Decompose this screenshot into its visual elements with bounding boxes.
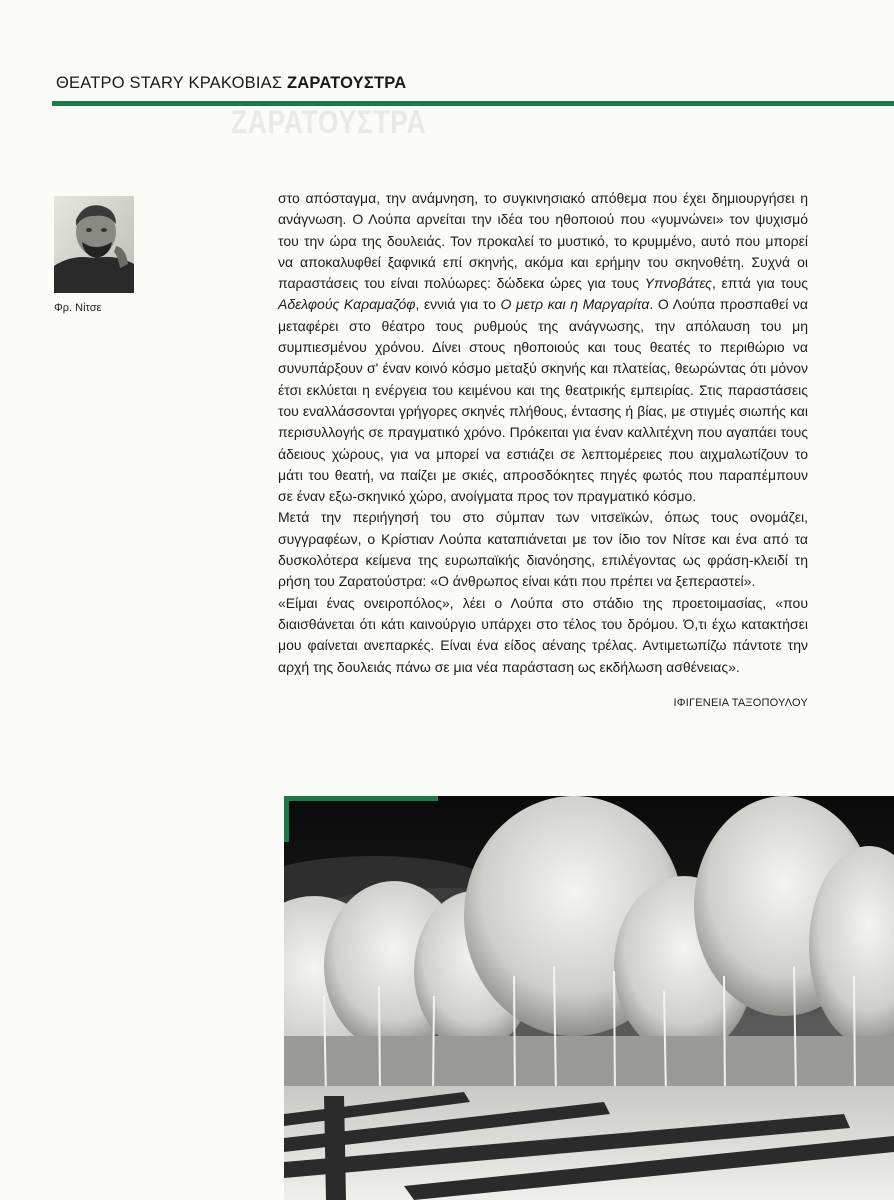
photo-green-accent-left (284, 796, 289, 842)
ghost-title: ΖΑΡΑΤΟΥΣΤΡΑ (231, 104, 427, 140)
forest-photo-image (284, 796, 894, 1200)
article-paragraph-2: Μετά την περιήγησή του στο σύμπαν των νιτσεϊκών, όπως τους ονομάζει, συγγραφέων, ο Κρίστιαν Λούπα καταπιάνεται με τον ίδιο τον Νίτσε και ένα από τα δυσκολότερα κείμενα της ευρωπαϊκής διανόησης, επιλέγοντας ως φράση-κλειδί τη ρήση του Ζαρατούστρα: «Ο άνθρωπος είναι κάτι που πρέπει να ξεπεραστεί». (278, 509, 808, 590)
title-karamazof: Αδελφούς Καραμαζόφ (278, 296, 416, 313)
paragraph-1-text-4: . Ο Λούπα προσπαθεί να μεταφέρει στο θέατρο τους ρυθμούς της ανάγνωσης, την απόλαυση του μη συμπιεσμένου χρόνου. Δίνει στους ηθοποιούς και τους θεατές το περιθώριο να συνυπάρξουν σ' έναν κοινό κόσμο μεταξύ σκηνής και πλατείας, θεωρώντας ότι μόνον έτσι εκλύεται η ενέργεια του κειμένου και της θεατρικής εμπειρίας. Στις παραστάσεις του εναλλάσσονται γρήγορες σκηνές πλήθους, έντασης ή βίας, με στιγμές σιωπής και περισυλλογής σε πραγματικό χρόνο. Πρόκειται για έναν καλλιτέχνη που αγαπάει τους άδειους χώρους, για να μπορεί να εστιάζει σε λεπτομέρειες που αιχμαλωτίζουν το μάτι του θεατή, να παίζει με σκιές, απροσδόκητες πηγές φωτός που παραπέμπουν σε έναν εξω-σκηνικό χώρο, ανοίγματα προς τον πραγματικό κόσμο. (278, 296, 809, 505)
article-paragraph-3: «Είμαι ένας ονειροπόλος», λέει ο Λούπα στο στάδιο της προετοιμασίας, «που διαισθάνεται ότι κάτι καινούργιο υπάρχει στο τέλος του δρόμου. Ό,τι έχω κατακτήσει μου φαίνεται ανεπαρκές. Είναι ένα είδος αέναης τρέλας. Αντιμετωπίζω πάντοτε την αρχή της δουλειάς πάνω σε μια νέα παράσταση ως εκδήλωση ασθένειας». (278, 594, 808, 675)
paragraph-1-text-2: , επτά για τους (711, 275, 808, 292)
paragraph-1-text-1: στο απόσταγμα, την ανάμνηση, το συγκινησιακό απόθεμα που έχει δημιουργήσει η ανάγνωση. Ο Λούπα αρνείται την ιδέα του ηθοποιού που «γυμνώνει» τον ψυχισμό του την ώρα της δουλειάς. Τον προκαλεί το μυστικό, το κρυμμένο, αυτό που μπορεί να αποκαλυφθεί ξαφνικά επί σκηνής, ακόμα και ερήμην του σκηνοθέτη. Συχνά οι παραστάσεις του είναι πολύωρες: δώδεκα ώρες για τους (278, 190, 808, 292)
header-title-bold: ΖΑΡΑΤΟΥΣΤΡΑ (287, 74, 407, 92)
forest-photograph (284, 796, 894, 1200)
page-header-title (56, 74, 406, 93)
header-green-rule (52, 101, 894, 106)
header-title-prefix: ΘΕΑΤΡΟ STARY ΚΡΑΚΟΒΙΑΣ (56, 74, 287, 92)
article-body (278, 188, 808, 678)
title-ypnovates: Υπνοβάτες (644, 275, 712, 292)
photo-green-accent-top (284, 796, 438, 801)
title-master-margarita: Ο μετρ και η Μαργαρίτα (500, 296, 650, 313)
article-paragraph-1 (278, 188, 808, 507)
portrait-image (54, 196, 134, 293)
paragraph-1-text-3: , εννιά για το (415, 296, 501, 313)
portrait-caption: Φρ. Νίτσε (54, 302, 102, 314)
author-signature: ΙΦΙΓΕΝΕΙΑ ΤΑΞΟΠΟΥΛΟΥ (673, 697, 808, 709)
nietzsche-portrait (54, 196, 134, 293)
